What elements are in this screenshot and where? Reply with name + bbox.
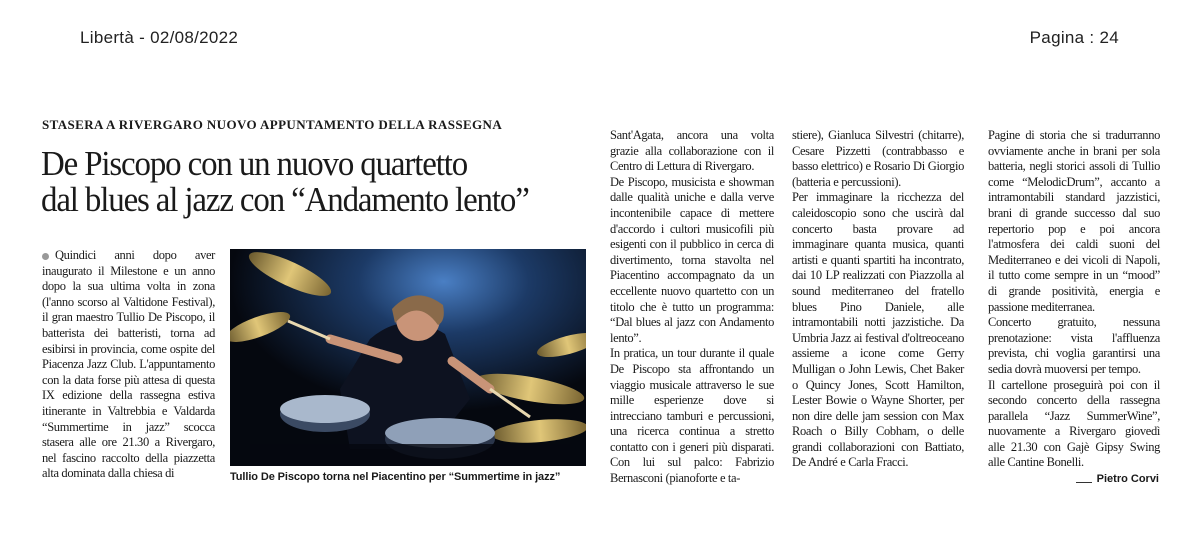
author-signature: Pietro Corvi bbox=[1096, 473, 1159, 485]
headline-line-1: De Piscopo con un nuovo quartetto bbox=[41, 144, 468, 183]
source-date: Libertà - 02/08/2022 bbox=[80, 28, 239, 47]
headline bbox=[41, 146, 567, 218]
signature-rule bbox=[1076, 482, 1092, 483]
photo-caption: Tullio De Piscopo torna nel Piacentino per “Summertime in jazz” bbox=[230, 471, 561, 483]
article-column-5: Pagine di storia che si tradurranno ovviamente anche in brani per sola batteria, negli storici assoli di Tullio come “MelodicDrum”, accanto a intramontabili standard jazzistici, brani di grande successo dal suo repertorio pop e poi ancora l'atmosfera dei caldi suoni del Mediterraneo e dei vicoli di Napoli, il tutto come sempre in un “mood” di grande positività, energia e passione mediterranea. Concerto gratuito, nessuna prenotazione: vista l'affluenza prevista, chi voglia garantirsi una sedia dovrà muoversi per tempo. Il cartellone proseguirà poi con il secondo concerto della rassegna parallela “Jazz SummerWine”, nuovamente a Rivergaro giovedì alle 21.30 con Gajè Gipsy Swing alle Cantine Bonelli. bbox=[988, 128, 1160, 470]
page-number: Pagina : 24 bbox=[1029, 28, 1119, 47]
drummer-illustration bbox=[230, 249, 586, 466]
article-column-1-text: Quindici anni dopo aver inaugurato il Milestone e un anno dopo la sua ultima volta in zona (l'anno scorso al Valtidone Festival), il gran maestro Tullio De Piscopo, il batterista dei batteristi, torna ad esibirsi in provincia, come ospite del Piacenza Jazz Club. L'appuntamento con la data forse più attesa di questa IX edizione della rassegna estiva itinerante in Valtrebbia e Valdarda “Summertime in jazz” scocca stasera alle ore 21.30 a Rivergaro, nel fascino raccolto della piazzetta alta dominata dalla chiesa di bbox=[42, 248, 215, 481]
article-column-1 bbox=[42, 248, 215, 482]
newspaper-clipping bbox=[36, 108, 1167, 494]
article-column-4: stiere), Gianluca Silvestri (chitarre), Cesare Pizzetti (contrabbasso e basso elettrico) e Rosario Di Giorgio (batteria e percussioni). Per immaginare la ricchezza del caleidoscopio sono che uscirà dal concerto basta provare ad immaginare quanta musica, quanti artisti e quanti spartiti ha incontrato, dai 10 LP realizzati con Piazzolla al sound mediterraneo del fratello blues Pino Daniele, alle intramontabili notti jazzistiche. Da Umbria Jazz ai festival d'oltreoceano assieme a icone come Gerry Mulligan o John Lewis, Chet Baker o Quincy Jones, Scott Hamilton, Lester Bowie o Wayne Shorter, per non dire delle jam session con Max Roach o Billy Cobham, o delle grandi collaborazioni con Battiato, De André e Carla Fracci. bbox=[792, 128, 964, 470]
photo-drummer bbox=[230, 249, 586, 466]
kicker: STASERA A RIVERGARO NUOVO APPUNTAMENTO DELLA RASSEGNA bbox=[42, 117, 503, 132]
headline-line-2: dal blues al jazz con “Andamento lento” bbox=[41, 180, 529, 219]
article-column-3: Sant'Agata, ancora una volta grazie alla collaborazione con il Centro di Lettura di Rivergaro. De Piscopo, musicista e showman dalle qualità uniche e dalla verve incontenibile capace di mettere d'accordo i cultori musicofili più esigenti con il pubblico in cerca di divertimento, torna stavolta nel Piacentino accompagnato da un eccellente nuovo quartetto con un titolo che è tutto un programma: “Dal blues al jazz con Andamento lento”. In pratica, un tour durante il quale De Piscopo sta affrontando un viaggio musicale attraverso le sue mille esperienze dove si intrecciano tamburi e percussioni, una ricerca continua a stretto contatto con i generi più disparati. Con lui sul palco: Fabrizio Bernasconi (pianoforte e ta- bbox=[610, 128, 774, 486]
bullet-icon bbox=[42, 253, 49, 260]
